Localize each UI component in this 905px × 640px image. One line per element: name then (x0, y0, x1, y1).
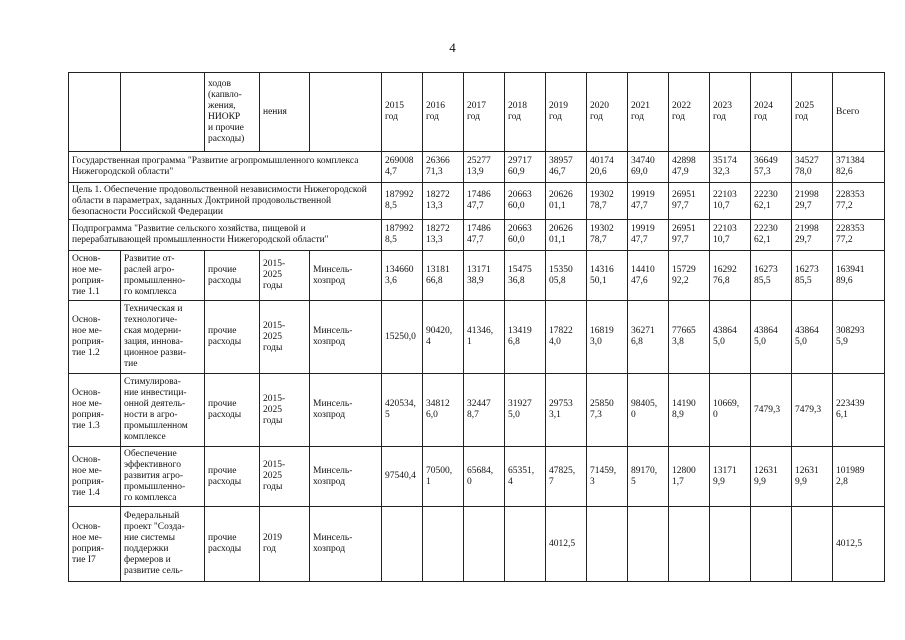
year-value-cell: 29717 60,9 (505, 152, 546, 183)
table-row (69, 374, 885, 447)
year-value-cell: 19302 78,7 (587, 183, 628, 220)
header-period: нения (260, 73, 310, 152)
year-value-cell: 16819 3,0 (587, 301, 628, 374)
year-value-cell: 22230 62,1 (751, 220, 792, 251)
year-value-cell: 4012,5 (546, 507, 587, 582)
year-value-cell: 134660 3,6 (382, 251, 423, 301)
year-value-cell: 35174 32,3 (710, 152, 751, 183)
year-value-cell: 18272 13,3 (423, 220, 464, 251)
row-label: Подпрограмма "Развитие сельского хозяйства, пищевой и перерабатывающей промышленности Нижегородской области" (69, 220, 382, 251)
total-cell: 101989 2,8 (833, 447, 885, 507)
year-value-cell: 10669, 0 (710, 374, 751, 447)
year-value-cell: 13419 6,8 (505, 301, 546, 374)
header-year: 2020 год (587, 73, 628, 152)
executor: Минсель- хозпрод (310, 447, 382, 507)
year-value-cell: 16292 76,8 (710, 251, 751, 301)
period: 2015- 2025 годы (260, 447, 310, 507)
total-cell: 4012,5 (833, 507, 885, 582)
header-year: 2024 год (751, 73, 792, 152)
total-cell: 371384 82,6 (833, 152, 885, 183)
table-row (69, 507, 885, 582)
year-value-cell: 19919 47,7 (628, 183, 669, 220)
header-cell (121, 73, 205, 152)
expense-type: прочие расходы (205, 301, 260, 374)
expense-type: прочие расходы (205, 507, 260, 582)
year-value-cell: 89170, 5 (628, 447, 669, 507)
year-value-cell: 70500, 1 (423, 447, 464, 507)
year-value-cell: 36649 57,3 (751, 152, 792, 183)
table-row (69, 152, 885, 183)
year-value-cell: 22103 10,7 (710, 183, 751, 220)
year-value-cell (382, 507, 423, 582)
expense-type: прочие расходы (205, 374, 260, 447)
measure-code: Основ- ное ме- роприя- тие 1.2 (69, 301, 121, 374)
year-value-cell: 187992 8,5 (382, 220, 423, 251)
year-value-cell: 43864 5,0 (751, 301, 792, 374)
year-value-cell: 38957 46,7 (546, 152, 587, 183)
table-row (69, 447, 885, 507)
measure-name: Обеспечение эффективного развития агро- промышленно- го комплекса (121, 447, 205, 507)
year-value-cell: 43864 5,0 (710, 301, 751, 374)
year-value-cell: 31927 5,0 (505, 374, 546, 447)
year-value-cell: 26951 97,7 (669, 220, 710, 251)
year-value-cell: 26951 97,7 (669, 183, 710, 220)
total-cell: 228353 77,2 (833, 220, 885, 251)
year-value-cell: 34527 78,0 (792, 152, 833, 183)
year-value-cell: 22230 62,1 (751, 183, 792, 220)
expense-type: прочие расходы (205, 251, 260, 301)
year-value-cell (464, 507, 505, 582)
year-value-cell: 16273 85,5 (792, 251, 833, 301)
year-value-cell: 15250,0 (382, 301, 423, 374)
year-value-cell: 18272 13,3 (423, 183, 464, 220)
header-row (69, 73, 885, 152)
year-value-cell: 36271 6,8 (628, 301, 669, 374)
year-value-cell: 34740 69,0 (628, 152, 669, 183)
header-year: 2016 год (423, 73, 464, 152)
table-row (69, 251, 885, 301)
header-year: 2015 год (382, 73, 423, 152)
year-value-cell (587, 507, 628, 582)
row-label: Цель 1. Обеспечение продовольственной независимости Нижегородской области в параметрах, заданных Доктриной продовольственной безопасности Российской Федерации (69, 183, 382, 220)
year-value-cell: 65684, 0 (464, 447, 505, 507)
year-value-cell: 13171 9,9 (710, 447, 751, 507)
table-row (69, 183, 885, 220)
year-value-cell: 22103 10,7 (710, 220, 751, 251)
page-number: 4 (449, 40, 456, 55)
year-value-cell: 71459, 3 (587, 447, 628, 507)
year-value-cell: 187992 8,5 (382, 183, 423, 220)
measure-code: Основ- ное ме- роприя- тие 1.3 (69, 374, 121, 447)
year-value-cell: 13181 66,8 (423, 251, 464, 301)
year-value-cell: 20663 60,0 (505, 220, 546, 251)
year-value-cell: 26366 71,3 (423, 152, 464, 183)
year-value-cell: 98405, 0 (628, 374, 669, 447)
year-value-cell (669, 507, 710, 582)
year-value-cell: 14410 47,6 (628, 251, 669, 301)
year-value-cell: 32447 8,7 (464, 374, 505, 447)
measure-code: Основ- ное ме- роприя- тие I7 (69, 507, 121, 582)
year-value-cell (751, 507, 792, 582)
header-year: 2021 год (628, 73, 669, 152)
year-value-cell: 25850 7,3 (587, 374, 628, 447)
year-value-cell (505, 507, 546, 582)
year-value-cell: 7479,3 (751, 374, 792, 447)
header-cell (310, 73, 382, 152)
total-cell: 223439 6,1 (833, 374, 885, 447)
year-value-cell: 17486 47,7 (464, 220, 505, 251)
year-value-cell: 97540,4 (382, 447, 423, 507)
header-year: 2018 год (505, 73, 546, 152)
header-expense-type: ходов (капвло- жения, НИОКР и прочие расходы) (205, 73, 260, 152)
year-value-cell: 20626 01,1 (546, 220, 587, 251)
measure-code: Основ- ное ме- роприя- тие 1.1 (69, 251, 121, 301)
year-value-cell: 15729 92,2 (669, 251, 710, 301)
measure-name: Стимулирова- ние инвестици- онной деятель- ности в агро- промышленном комплексе (121, 374, 205, 447)
year-value-cell: 20663 60,0 (505, 183, 546, 220)
executor: Минсель- хозпрод (310, 301, 382, 374)
year-value-cell (628, 507, 669, 582)
period: 2015- 2025 годы (260, 251, 310, 301)
executor: Минсель- хозпрод (310, 374, 382, 447)
year-value-cell: 47825, 7 (546, 447, 587, 507)
budget-table (68, 72, 885, 582)
year-value-cell: 20626 01,1 (546, 183, 587, 220)
year-value-cell: 41346, 1 (464, 301, 505, 374)
period: 2015- 2025 годы (260, 374, 310, 447)
period: 2015- 2025 годы (260, 301, 310, 374)
year-value-cell: 29753 3,1 (546, 374, 587, 447)
year-value-cell (710, 507, 751, 582)
header-total: Всего (833, 73, 885, 152)
year-value-cell: 13171 38,9 (464, 251, 505, 301)
year-value-cell: 17822 4,0 (546, 301, 587, 374)
year-value-cell: 14316 50,1 (587, 251, 628, 301)
table-row (69, 220, 885, 251)
executor: Минсель- хозпрод (310, 251, 382, 301)
header-year: 2019 год (546, 73, 587, 152)
header-year: 2023 год (710, 73, 751, 152)
year-value-cell: 15475 36,8 (505, 251, 546, 301)
year-value-cell: 14190 8,9 (669, 374, 710, 447)
row-label: Государственная программа "Развитие агропромышленного комплекса Нижегородской области" (69, 152, 382, 183)
year-value-cell: 15350 05,8 (546, 251, 587, 301)
year-value-cell: 7479,3 (792, 374, 833, 447)
year-value-cell (792, 507, 833, 582)
header-year: 2022 год (669, 73, 710, 152)
year-value-cell: 269008 4,7 (382, 152, 423, 183)
year-value-cell: 90420, 4 (423, 301, 464, 374)
year-value-cell: 65351, 4 (505, 447, 546, 507)
table-row (69, 301, 885, 374)
year-value-cell: 19919 47,7 (628, 220, 669, 251)
year-value-cell: 77665 3,8 (669, 301, 710, 374)
year-value-cell: 34812 6,0 (423, 374, 464, 447)
year-value-cell: 21998 29,7 (792, 183, 833, 220)
year-value-cell: 12631 9,9 (751, 447, 792, 507)
year-value-cell: 12800 1,7 (669, 447, 710, 507)
measure-name: Федеральный проект "Созда- ние системы поддержки фермеров и развитие сель- (121, 507, 205, 582)
year-value-cell: 43864 5,0 (792, 301, 833, 374)
year-value-cell: 21998 29,7 (792, 220, 833, 251)
measure-code: Основ- ное ме- роприя- тие 1.4 (69, 447, 121, 507)
total-cell: 228353 77,2 (833, 183, 885, 220)
executor: Минсель- хозпрод (310, 507, 382, 582)
year-value-cell: 19302 78,7 (587, 220, 628, 251)
year-value-cell: 42898 47,9 (669, 152, 710, 183)
header-year: 2017 год (464, 73, 505, 152)
year-value-cell (423, 507, 464, 582)
measure-name: Техническая и технологиче- ская модерни- зация, иннова- ционное разви- тие (121, 301, 205, 374)
year-value-cell: 40174 20,6 (587, 152, 628, 183)
measure-name: Развитие от- раслей агро- промышленно- го комплекса (121, 251, 205, 301)
period: 2019 год (260, 507, 310, 582)
total-cell: 308293 5,9 (833, 301, 885, 374)
expense-type: прочие расходы (205, 447, 260, 507)
year-value-cell: 12631 9,9 (792, 447, 833, 507)
header-year: 2025 год (792, 73, 833, 152)
year-value-cell: 25277 13,9 (464, 152, 505, 183)
total-cell: 163941 89,6 (833, 251, 885, 301)
year-value-cell: 17486 47,7 (464, 183, 505, 220)
year-value-cell: 420534, 5 (382, 374, 423, 447)
header-cell (69, 73, 121, 152)
year-value-cell: 16273 85,5 (751, 251, 792, 301)
